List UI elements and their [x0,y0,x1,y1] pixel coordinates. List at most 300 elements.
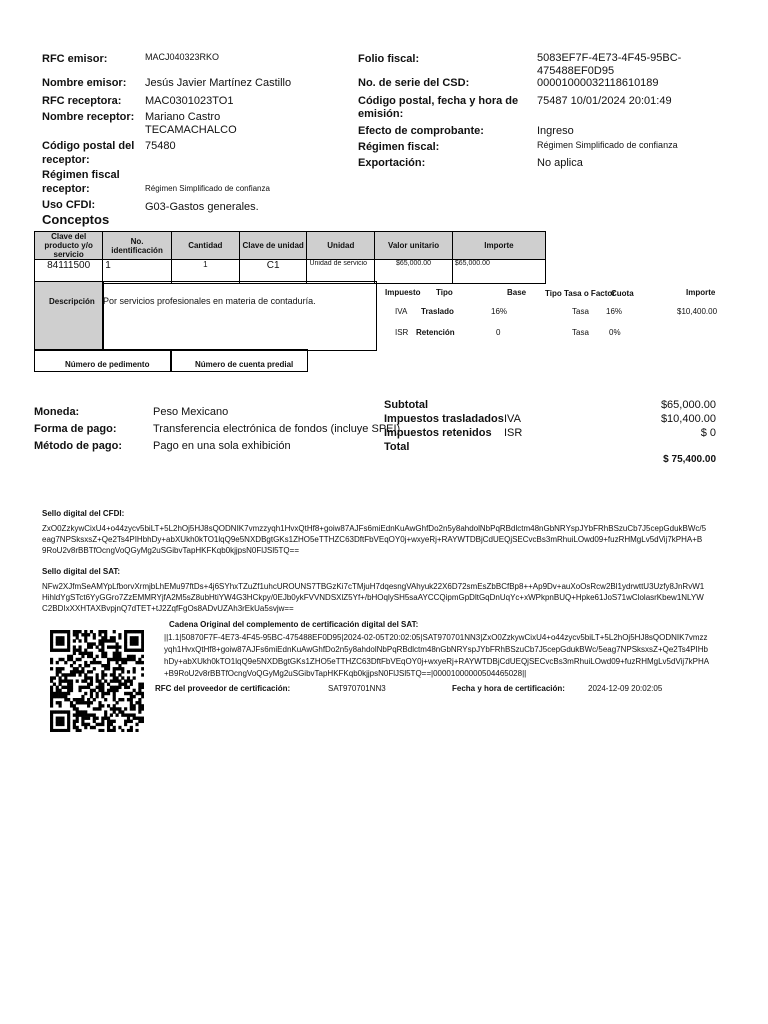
qr-module [78,710,81,713]
qr-module [93,633,96,636]
qr-module [56,639,59,642]
qr-module [130,639,133,642]
trasladados-tipo: IVA [504,413,521,425]
qr-module [87,670,90,673]
qr-module [141,667,144,670]
qr-module [107,717,110,720]
qr-module [127,686,130,689]
qr-module [56,717,59,720]
qr-module [87,676,90,679]
qr-module [127,658,130,661]
qr-module [101,664,104,667]
qr-module [130,649,133,652]
qr-module [104,636,107,639]
qr-module [101,704,104,707]
qr-module [67,710,70,713]
pedimento-label: Número de pedimento [65,360,150,369]
qr-module [141,686,144,689]
qr-module [116,652,119,655]
qr-module [118,667,121,670]
qr-module [84,639,87,642]
qr-module [81,701,84,704]
qr-module [138,720,141,723]
qr-module [113,720,116,723]
qr-module [73,630,76,633]
descripcion-box [102,281,377,351]
qr-module [101,683,104,686]
qr-module [73,670,76,673]
sello-sat-line-3: C2BDIxXXHTAXBvpjnQ7dTET+tJ2ZqfFgOs8ADvUZAh3rEkUa5svjw== [42,604,294,613]
rfc-emisor-value: MACJ040323RKO [145,52,220,62]
qr-module [76,717,79,720]
qr-module [104,698,107,701]
qr-module [101,655,104,658]
qr-module [138,658,141,661]
qr-module [104,713,107,716]
qr-module [50,639,53,642]
qr-module [56,649,59,652]
qr-module [104,664,107,667]
qr-module [59,692,62,695]
qr-module [116,645,119,648]
qr-module [96,717,99,720]
qr-module [110,707,113,710]
qr-module [50,717,53,720]
qr-module [124,636,127,639]
qr-module [130,720,133,723]
proveedor-value: SAT970701NN3 [328,684,386,693]
qr-module [56,670,59,673]
qr-module [70,658,73,661]
cp-receptor-label-2: receptor: [42,154,90,166]
trasladados-label: Impuestos trasladados [384,413,504,425]
qr-module [56,636,59,639]
qr-module [104,717,107,720]
qr-module [133,717,136,720]
qr-module [53,649,56,652]
qr-module [135,639,138,642]
qr-module [113,698,116,701]
qr-module [118,655,121,658]
qr-module [50,645,53,648]
rfc-emisor-label: RFC emisor: [42,53,108,65]
qr-module [101,673,104,676]
qr-module [50,686,53,689]
qr-module [78,673,81,676]
qr-module [50,642,53,645]
qr-module [98,704,101,707]
qr-module [50,729,53,732]
qr-module [73,667,76,670]
qr-module [118,633,121,636]
qr-module [84,679,87,682]
qr-module [50,636,53,639]
qr-module [127,720,130,723]
qr-module [107,667,110,670]
qr-module [118,710,121,713]
serie-csd-label: No. de serie del CSD: [358,77,470,89]
qr-module [90,689,93,692]
cadena-line-2: yqh1HvxQtHf8+goiw87AJFs6miEdnKuAwGhfDo2n5y8ahdolNbPqRBdlctm48nGbNRYspJYbFRhBSzuCb7J5cepGdukBWc/5eag7NPSksxsZ+Qe2Ts4PIHb [164,645,708,654]
qr-module [121,670,124,673]
qr-module [133,676,136,679]
qr-module [116,642,119,645]
descripcion-label-box [34,281,104,351]
qr-module [141,704,144,707]
qr-module [141,661,144,664]
qr-module [121,667,124,670]
qr-module [110,713,113,716]
qr-module [67,639,70,642]
cell-cantidad: 1 [171,260,239,284]
qr-module [84,636,87,639]
qr-module [93,726,96,729]
qr-module [96,679,99,682]
qr-module [50,713,53,716]
qr-module [98,639,101,642]
qr-module [130,698,133,701]
qr-module [104,633,107,636]
qr-module [118,645,121,648]
qr-module [118,707,121,710]
qr-module [96,676,99,679]
qr-module [127,630,130,633]
qr-module [53,676,56,679]
qr-module [118,683,121,686]
qr-module [121,676,124,679]
col-clave-producto: Clave del producto y/o servicio [35,232,103,260]
total-label: Total [384,441,410,453]
qr-module [56,692,59,695]
qr-module [56,686,59,689]
cell-unidad: Unidad de servicio [307,260,375,284]
qr-module [113,673,116,676]
qr-module [130,642,133,645]
qr-module [90,652,93,655]
qr-module [130,636,133,639]
qr-module [93,667,96,670]
qr-module [81,670,84,673]
qr-module [50,630,53,633]
qr-module [141,720,144,723]
descripcion-value: Por servicios profesionales en materia de contaduría. [103,296,316,306]
qr-module [101,645,104,648]
qr-module [84,633,87,636]
qr-module [64,686,67,689]
qr-module [67,645,70,648]
qr-module [130,630,133,633]
qr-module [93,707,96,710]
qr-module [107,683,110,686]
qr-module [84,701,87,704]
qr-module [53,692,56,695]
sello-sat-label: Sello digital del SAT: [42,567,121,576]
qr-module [70,664,73,667]
qr-module [73,698,76,701]
qr-module [78,664,81,667]
qr-module [84,723,87,726]
qr-module [124,630,127,633]
qr-module [67,720,70,723]
qr-module [87,686,90,689]
qr-module [56,667,59,670]
qr-module [138,686,141,689]
qr-module [98,683,101,686]
qr-module [61,667,64,670]
qr-module [76,698,79,701]
qr-module [127,676,130,679]
qr-module [113,676,116,679]
qr-module [90,679,93,682]
qr-module [90,645,93,648]
qr-module [127,729,130,732]
qr-module [121,698,124,701]
imp-row1-cuota: 16% [606,307,623,316]
qr-module [141,692,144,695]
qr-module [93,713,96,716]
cell-importe: $65,000.00 [452,260,545,284]
qr-module [76,720,79,723]
qr-module [124,649,127,652]
qr-module [96,661,99,664]
qr-module [124,723,127,726]
qr-module [76,679,79,682]
qr-module [98,649,101,652]
cp-fecha-value: 75487 10/01/2024 20:01:49 [537,95,672,107]
qr-module [59,689,62,692]
qr-module [59,695,62,698]
qr-module [76,713,79,716]
qr-module [135,636,138,639]
qr-module [50,692,53,695]
qr-module [67,726,70,729]
qr-module [76,633,79,636]
qr-module [87,645,90,648]
qr-module [101,676,104,679]
qr-module [116,707,119,710]
folio-label: Folio fiscal: [358,53,420,65]
qr-module [61,692,64,695]
qr-module [124,720,127,723]
qr-module [96,723,99,726]
qr-module [93,689,96,692]
qr-module [130,707,133,710]
pedimento-box [34,349,172,372]
qr-module [61,720,64,723]
qr-module [76,670,79,673]
cadena-line-1: ||1.1|50870F7F-4E73-4F45-95BC-475488EF0D95|2024-02-05T20:02:05|SAT970701NN3|ZxO0ZzkywCixU4+o44zycv5biLT+5L2hOj5HJ8sQODNIK7vmzz [164,633,708,642]
qr-module [67,642,70,645]
qr-module [98,630,101,633]
qr-module [59,710,62,713]
qr-module [70,679,73,682]
imp-row2-base: 0 [496,328,501,337]
imp-row2-tipo: Retención [416,328,455,337]
qr-module [84,661,87,664]
efecto-value: Ingreso [537,125,574,137]
qr-module [96,686,99,689]
qr-module [61,686,64,689]
qr-module [81,652,84,655]
qr-module [78,701,81,704]
qr-module [64,679,67,682]
qr-module [67,633,70,636]
qr-module [90,713,93,716]
qr-module [133,713,136,716]
qr-module [50,679,53,682]
qr-module [101,723,104,726]
qr-module [87,723,90,726]
qr-module [59,667,62,670]
qr-module [101,720,104,723]
qr-module [130,704,133,707]
regimen-value: Régimen Simplificado de confianza [537,140,678,150]
qr-module [113,658,116,661]
imp-row1-tasa: Tasa [572,307,589,316]
regimen-receptor-label-2: receptor: [42,183,90,195]
uso-cfdi-label: Uso CFDI: [42,199,96,211]
qr-module [61,642,64,645]
qr-module [135,692,138,695]
qr-module [81,698,84,701]
conceptos-table [34,231,546,284]
qr-module [110,673,113,676]
qr-module [116,661,119,664]
qr-module [138,710,141,713]
qr-module [98,686,101,689]
efecto-label: Efecto de comprobante: [358,125,484,137]
qr-module [73,720,76,723]
qr-module [87,713,90,716]
qr-module [53,729,56,732]
qr-module [135,642,138,645]
qr-module [61,636,64,639]
qr-module [78,649,81,652]
qr-module [76,726,79,729]
qr-module [135,649,138,652]
cadena-label: Cadena Original del complemento de certificación digital del SAT: [169,620,419,629]
qr-module [110,645,113,648]
qr-module [124,692,127,695]
qr-module [124,683,127,686]
qr-module [93,720,96,723]
imp-header-base: Base [507,288,527,297]
imp-row1-importe: $10,400.00 [677,307,718,316]
qr-module [107,726,110,729]
qr-module [124,707,127,710]
cadena-line-4: +B9RoU2v8rBBTfOcngVoQGyMg2uSGibvTapHKFKqb0kjjpsN0FlJSl5TQ==|00001000000504465028|| [164,669,527,678]
table-row [35,260,546,284]
qr-module [67,649,70,652]
qr-module [81,710,84,713]
imp-row1-impuesto: IVA [395,307,408,316]
qr-module [107,639,110,642]
qr-module [127,713,130,716]
moneda-value: Peso Mexicano [153,406,229,418]
qr-module [67,683,70,686]
qr-module [96,645,99,648]
nombre-emisor-label: Nombre emisor: [42,77,127,89]
regimen-receptor-value: Régimen Simplificado de confianza [145,184,270,193]
qr-module [118,686,121,689]
qr-module [110,723,113,726]
qr-module [118,726,121,729]
qr-module [113,655,116,658]
qr-module [67,698,70,701]
qr-module [107,658,110,661]
cell-clave-unidad: C1 [239,260,307,284]
qr-module [121,713,124,716]
qr-module [110,679,113,682]
qr-module [81,686,84,689]
qr-module [127,692,130,695]
qr-module [101,717,104,720]
qr-module [130,701,133,704]
qr-module [101,639,104,642]
qr-module [130,683,133,686]
qr-module [78,689,81,692]
qr-module [101,670,104,673]
qr-module [61,639,64,642]
qr-module [98,729,101,732]
qr-module [73,704,76,707]
qr-module [93,661,96,664]
qr-module [101,686,104,689]
qr-module [78,645,81,648]
imp-header-tipo: Tipo [436,288,453,297]
qr-module [73,652,76,655]
qr-module [73,649,76,652]
sello-cfdi-label: Sello digital del CFDI: [42,509,125,518]
qr-module [104,639,107,642]
qr-module [107,729,110,732]
qr-module [84,630,87,633]
qr-module [50,723,53,726]
qr-module [56,661,59,664]
col-unidad: Unidad [307,232,375,260]
qr-module [141,683,144,686]
qr-module [133,670,136,673]
qr-module [50,649,53,652]
qr-module [56,701,59,704]
fecha-cert-value: 2024-12-09 20:02:05 [588,684,663,693]
qr-module [141,639,144,642]
qr-module [101,689,104,692]
qr-module [56,630,59,633]
qr-module [118,679,121,682]
qr-module [104,673,107,676]
qr-module [90,692,93,695]
qr-module [113,726,116,729]
qr-module [50,710,53,713]
qr-module [101,695,104,698]
qr-module [56,689,59,692]
cp-receptor-value: 75480 [145,140,176,152]
exportacion-label: Exportación: [358,157,426,169]
imp-row2-tasa: Tasa [572,328,589,337]
fecha-cert-label: Fecha y hora de certificación: [452,684,565,693]
qr-module [84,664,87,667]
qr-module [110,636,113,639]
qr-module [110,689,113,692]
qr-module [67,655,70,658]
qr-module [104,630,107,633]
qr-module [96,655,99,658]
qr-module [53,630,56,633]
qr-module [98,689,101,692]
qr-module [67,729,70,732]
qr-module [78,686,81,689]
